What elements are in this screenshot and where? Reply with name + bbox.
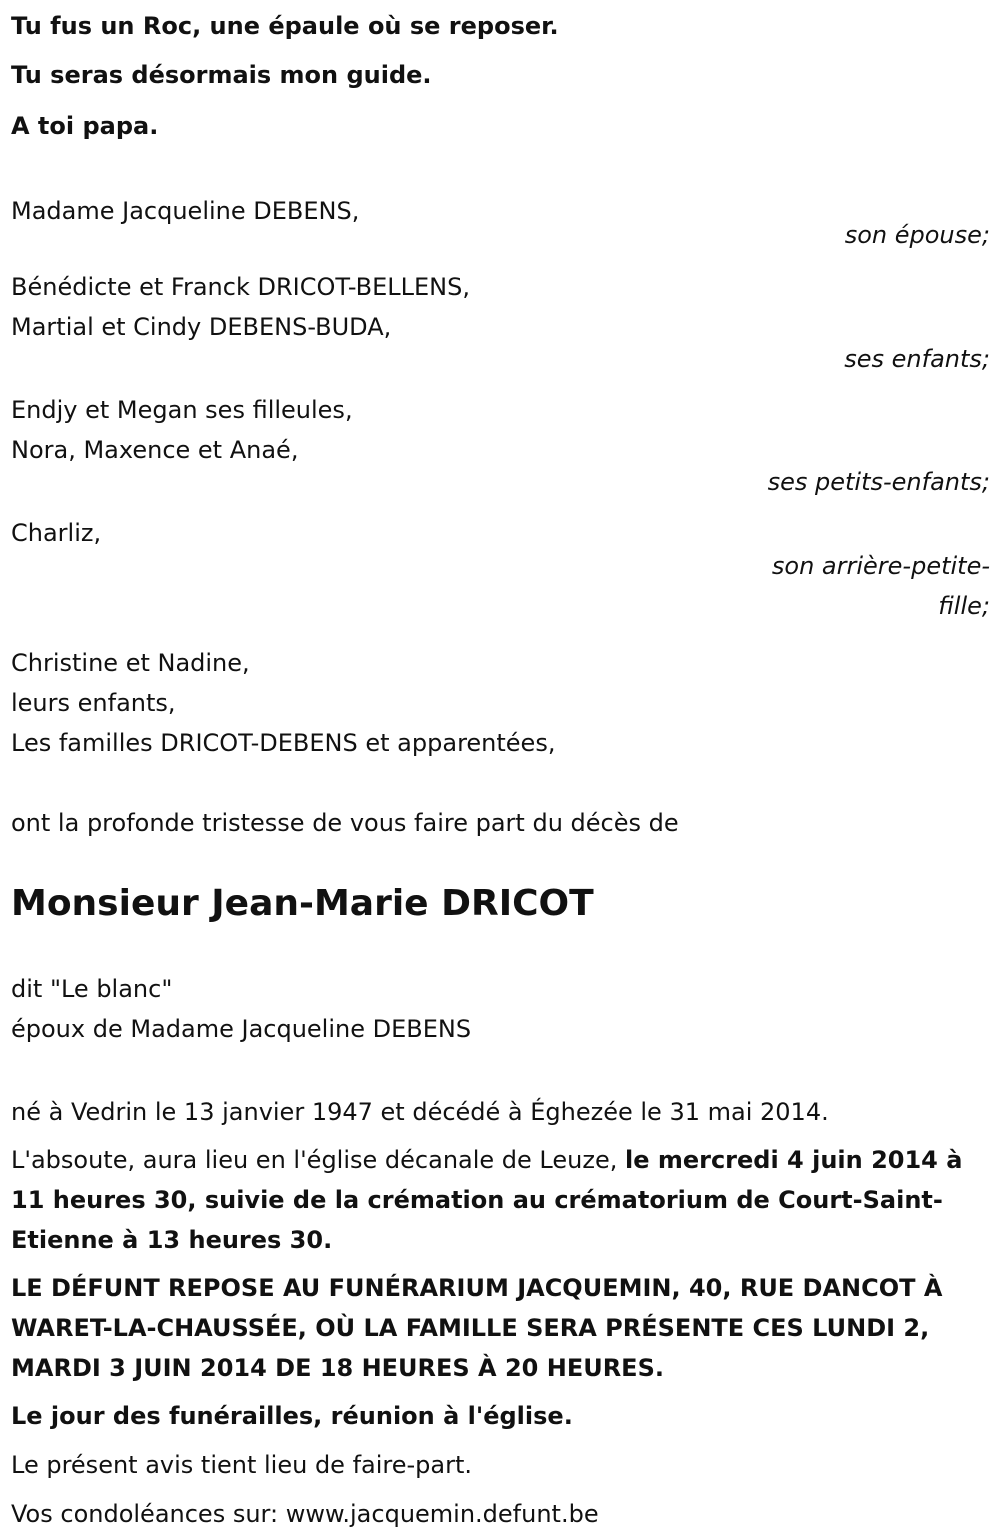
great-grandchild: Charliz,: [11, 519, 102, 547]
announcement-text: ont la profonde tristesse de vous faire part du décès de: [11, 809, 679, 837]
child-1: Bénédicte et Franck DRICOT-BELLENS,: [11, 273, 470, 301]
ceremony-paragraph: [11, 1140, 990, 1260]
funerarium-paragraph: LE DÉFUNT REPOSE AU FUNÉRARIUM JACQUEMIN, 40, RUE DANCOT À WARET-LA-CHAUSSÉE, OÙ LA FAMILLE SERA PRÉSENTE CES LUNDI 2, MARDI 3 JUIN 2014 DE 18 HEURES À 20 HEURES.: [11, 1274, 943, 1382]
grandchild-1: Endjy et Megan ses filleules,: [11, 396, 353, 424]
other-family-2: leurs enfants,: [11, 689, 176, 717]
deceased-nickname: dit "Le blanc": [11, 975, 173, 1003]
other-family-3: Les familles DRICOT-DEBENS et apparentées,: [11, 729, 556, 757]
great-grandchild-role-1: son arrière-petite-: [771, 552, 990, 580]
birth-death-info: né à Vedrin le 13 janvier 1947 et décédé à Éghezée le 31 mai 2014.: [11, 1098, 829, 1126]
ceremony-details: le mercredi 4 juin 2014 à 11 heures 30, suivie de la crémation au crématorium de Court-Saint-Etienne à 13 heures 30.: [11, 1146, 963, 1254]
poem-line-3: A toi papa.: [11, 112, 159, 140]
notice-text: Le présent avis tient lieu de faire-part.: [11, 1451, 473, 1479]
spouse-name: Madame Jacqueline DEBENS,: [11, 197, 360, 225]
poem-line-2: Tu seras désormais mon guide.: [11, 61, 432, 89]
deceased-spouse: époux de Madame Jacqueline DEBENS: [11, 1015, 472, 1043]
deceased-name: Monsieur Jean-Marie DRICOT: [11, 883, 594, 924]
ceremony-intro: L'absoute, aura lieu en l'église décanale de Leuze,: [11, 1146, 625, 1174]
grandchildren-role: ses petits-enfants;: [767, 468, 990, 496]
poem-line-1: Tu fus un Roc, une épaule où se reposer.: [11, 12, 559, 40]
children-role: ses enfants;: [844, 345, 990, 373]
great-grandchild-role-2: fille;: [938, 592, 990, 620]
spouse-role: son épouse;: [844, 221, 990, 249]
other-family-1: Christine et Nadine,: [11, 649, 250, 677]
grandchild-2: Nora, Maxence et Anaé,: [11, 436, 299, 464]
meeting-info: Le jour des funérailles, réunion à l'église.: [11, 1402, 573, 1430]
child-2: Martial et Cindy DEBENS-BUDA,: [11, 313, 392, 341]
condolences-link[interactable]: Vos condoléances sur: www.jacquemin.defunt.be: [11, 1500, 599, 1528]
